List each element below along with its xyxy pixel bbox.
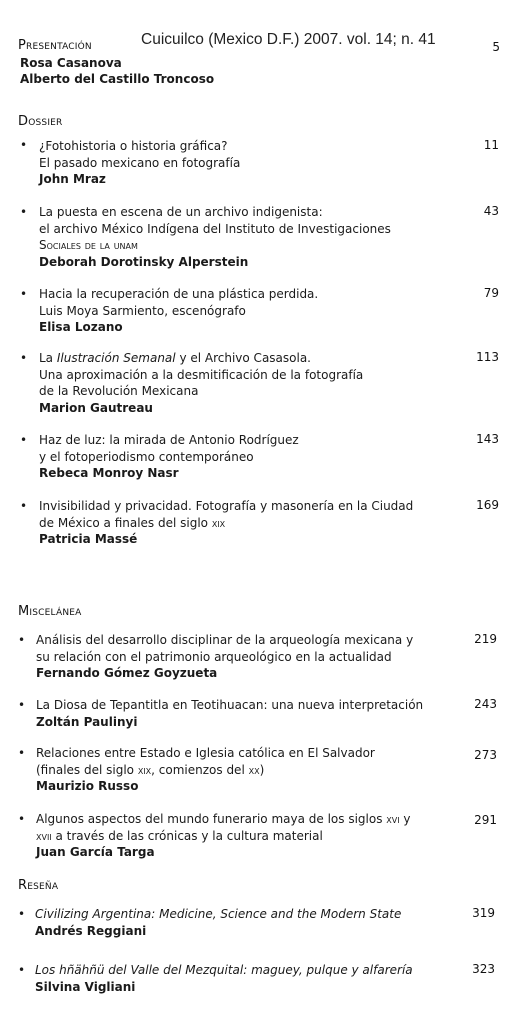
entry-title-line: La Ilustración Semanal y el Archivo Casasola. [39, 351, 311, 365]
entry-title-line: (finales del siglo xix, comienzos del xx) [36, 762, 265, 777]
author-name: Maurizio Russo [36, 779, 139, 793]
toc-entry [39, 286, 318, 336]
entry-title-line: Invisibilidad y privacidad. Fotografía y masonería en la Ciudad [39, 499, 414, 513]
citation-header: Cuicuilco (Mexico D.F.) 2007. vol. 14; n. 41 [141, 31, 436, 48]
author-name: Silvina Vigliani [35, 979, 136, 994]
toc-entry [39, 204, 391, 270]
page-number: 169 [476, 498, 499, 512]
toc-entry [39, 498, 413, 548]
toc-entry [36, 632, 413, 682]
author-name: John Mraz [39, 172, 106, 186]
entry-title-line: Los hñähñü del Valle del Mezquital: maguey, pulque y alfarería [35, 963, 413, 977]
bullet: • [20, 351, 28, 365]
toc-entry [39, 432, 299, 482]
bullet: • [20, 138, 28, 152]
entry-title-line: Hacia la recuperación de una plástica perdida. [39, 287, 319, 301]
entry-title-line: Relaciones entre Estado e Iglesia católica en El Salvador [36, 746, 375, 760]
entry-title-line: Civilizing Argentina: Medicine, Science and the Modern State [35, 907, 402, 921]
bullet: • [18, 812, 26, 826]
page-number: 113 [476, 350, 499, 364]
entry-title-line: ¿Fotohistoria o historia gráfica? [39, 139, 228, 153]
entry-title-line: El pasado mexicano en fotografía [39, 155, 241, 170]
author-name: Alberto del Castillo Troncoso [20, 71, 215, 86]
entry-title-line: el archivo México Indígena del Instituto de Investigaciones [39, 221, 391, 236]
page-number: 143 [476, 432, 499, 446]
author-name: Juan García Targa [36, 845, 155, 859]
bullet: • [18, 746, 26, 760]
toc-entry [36, 697, 423, 730]
toc-entry [36, 745, 375, 795]
section-title-resena: Reseña [18, 878, 59, 893]
page-number: 323 [472, 962, 495, 976]
page-number: 43 [483, 204, 499, 218]
author-name: Rebeca Monroy Nasr [39, 466, 179, 480]
author-name: Fernando Gómez Goyzueta [36, 666, 218, 680]
entry-title-line: La Diosa de Tepantitla en Teotihuacan: una nueva interpretación [36, 698, 424, 712]
page-number: 79 [483, 286, 499, 300]
bullet: • [20, 499, 28, 513]
toc-entry [39, 138, 240, 188]
bullet: • [20, 205, 28, 219]
entry-title-line: y el fotoperiodismo contemporáneo [39, 449, 254, 464]
author-name: Andrés Reggiani [35, 923, 147, 938]
page-number: 319 [472, 906, 495, 920]
entry-title-line: Luis Moya Sarmiento, escenógrafo [39, 303, 246, 318]
presentation-authors [20, 56, 214, 87]
section-title-miscelanea: Miscelánea [18, 604, 82, 619]
bullet: • [18, 633, 26, 647]
entry-title-line: Haz de luz: la mirada de Antonio Rodríguez [39, 433, 299, 447]
page-number: 273 [474, 748, 497, 762]
page-number: 291 [474, 813, 497, 827]
author-name: Marion Gautreau [39, 400, 153, 415]
bullet: • [20, 287, 28, 301]
page-number: 5 [492, 40, 500, 54]
entry-title-line: Sociales de la unam [39, 238, 138, 252]
author-name: Elisa Lozano [39, 320, 123, 334]
page-number: 219 [474, 632, 497, 646]
author-name: Zoltán Paulinyi [36, 714, 138, 729]
section-title-presentacion: Presentación [18, 38, 92, 53]
entry-title-line: de la Revolución Mexicana [39, 384, 199, 398]
entry-title-line: Análisis del desarrollo disciplinar de la arqueología mexicana y [36, 633, 414, 647]
entry-title-line: de México a finales del siglo xix [39, 515, 226, 530]
page-number: 11 [483, 138, 499, 152]
entry-title-line: La puesta en escena de un archivo indigenista: [39, 205, 323, 219]
author-name: Rosa Casanova [20, 56, 122, 70]
entry-title-line: su relación con el patrimonio arqueológico en la actualidad [36, 649, 392, 664]
author-name: Deborah Dorotinsky Alperstein [39, 254, 249, 269]
page-number: 243 [474, 697, 497, 711]
bullet: • [18, 963, 26, 977]
toc-entry [39, 350, 363, 416]
toc-entry [35, 962, 413, 995]
entry-title-line: Algunos aspectos del mundo funerario maya de los siglos xvi y [36, 812, 411, 826]
bullet: • [18, 698, 26, 712]
bullet: • [20, 433, 28, 447]
toc-entry [35, 906, 401, 939]
entry-title-line: Una aproximación a la desmitificación de la fotografía [39, 367, 364, 382]
section-title-dossier: Dossier [18, 114, 63, 129]
author-name: Patricia Massé [39, 532, 138, 546]
toc-entry [36, 811, 411, 861]
entry-title-line: xvii a través de las crónicas y la cultura material [36, 828, 323, 843]
bullet: • [18, 907, 26, 921]
